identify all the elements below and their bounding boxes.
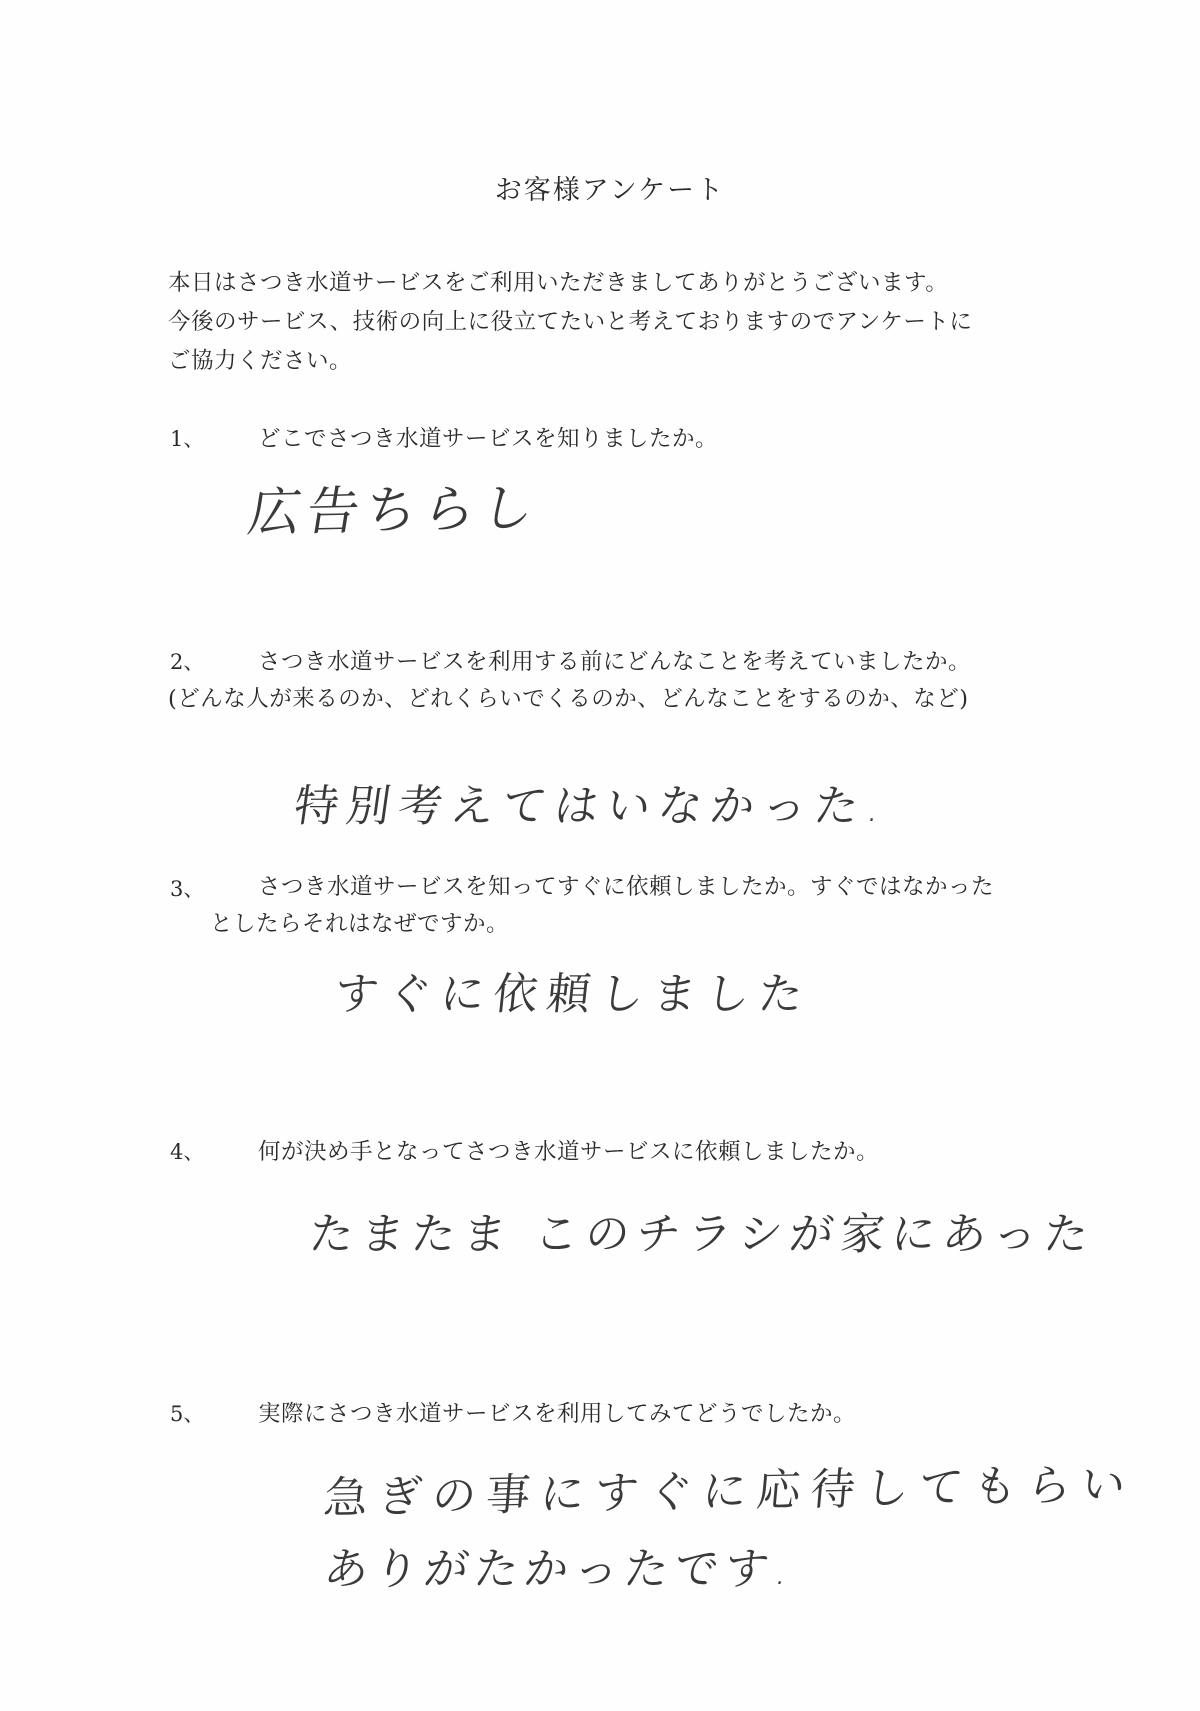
question-5-number: 5、 <box>170 1402 205 1426</box>
question-5-answer-line: ありがたかったです. <box>320 1544 798 1595</box>
page-title: お客様アンケート <box>494 175 726 206</box>
question-2-note: (どんな人が来るのか、どれくらいでくるのか、どんなことをするのか、など) <box>168 686 969 712</box>
intro-paragraph <box>168 264 1068 381</box>
question-4-answer: たまたま このチラシが家にあった <box>306 1209 1098 1260</box>
question-4-text: 何が決め手となってさつき水道サービスに依頼しましたか。 <box>258 1139 880 1165</box>
question-3-number: 3、 <box>170 877 205 901</box>
question-1-text: どこでさつき水道サービスを知りましたか。 <box>258 426 719 452</box>
question-1-number: 1、 <box>170 427 205 451</box>
question-3-text: さつき水道サービスを知ってすぐに依頼しましたか。すぐではなかった <box>258 874 995 900</box>
question-2-number: 2、 <box>170 650 205 674</box>
question-5-answer-line: 急ぎの事にすぐに応待してもらい <box>321 1458 1138 1525</box>
intro-line: 本日はさつき水道サービスをご利用いただきましてありがとうございます。 <box>168 270 949 296</box>
question-1-answer: 広告ちらし <box>243 478 545 544</box>
intro-line: 今後のサービス、技術の向上に役立てたいと考えておりますのでアンケートに <box>168 309 973 335</box>
question-2-text: さつき水道サービスを利用する前にどんなことを考えていましたか。 <box>258 649 972 675</box>
intro-line: ご協力ください。 <box>168 348 353 374</box>
question-5-text: 実際にさつき水道サービスを利用してみてどうでしたか。 <box>258 1401 857 1427</box>
question-4-number: 4、 <box>170 1140 205 1164</box>
question-2-answer: 特別考えてはいなかった. <box>290 781 892 832</box>
question-3-answer: すぐに依頼しました <box>331 969 815 1020</box>
question-3-continuation: としたらそれはなぜですか。 <box>210 911 510 937</box>
